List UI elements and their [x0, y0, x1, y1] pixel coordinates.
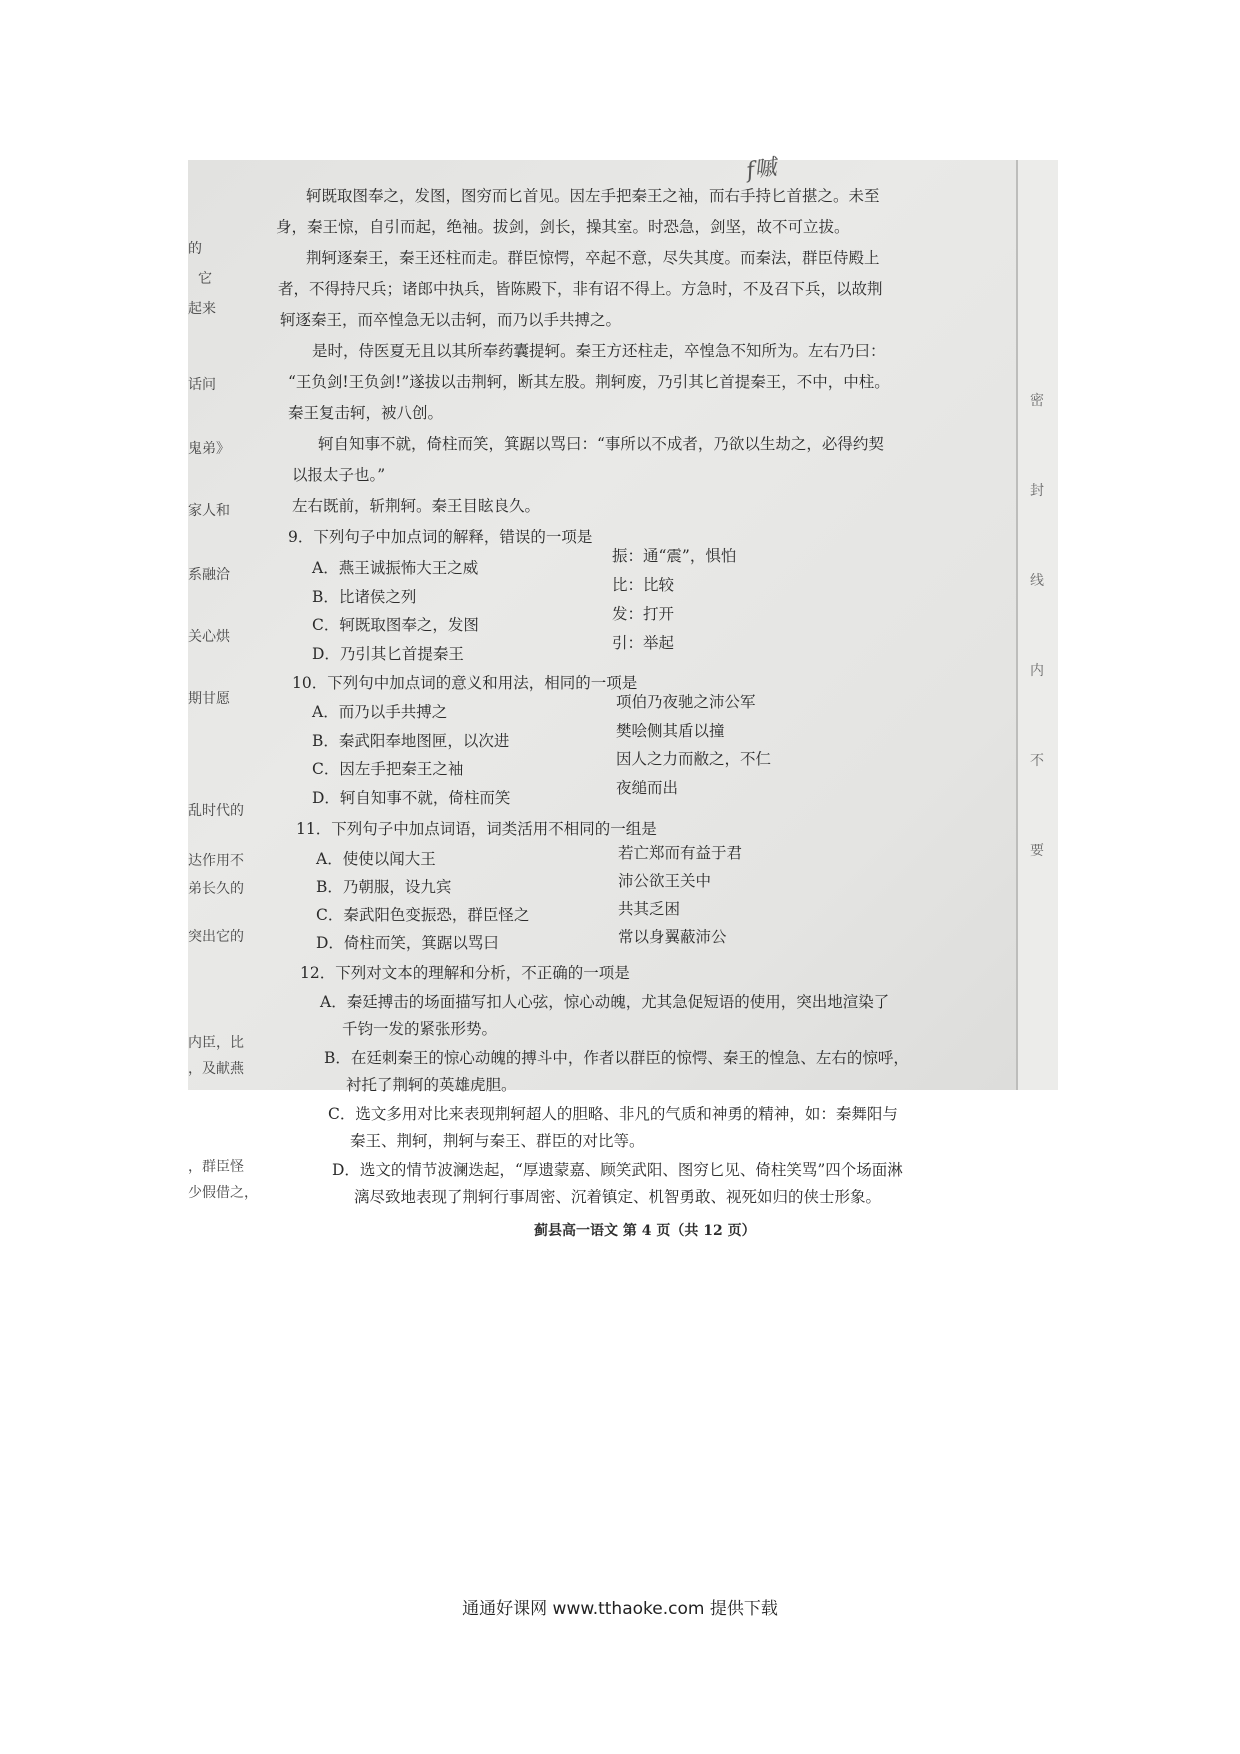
question-12-option-a-line2: 千钧一发的紧张形势。: [342, 1020, 498, 1038]
question-9-option-a: A．燕王诚振怖大王之威: [312, 559, 479, 577]
question-12-stem: 12．下列对文本的理解和分析，不正确的一项是: [300, 964, 630, 982]
question-12-option-d-line2: 漓尽致地表现了荆轲行事周密、沉着镇定、机智勇敢、视死如归的侠士形象。: [354, 1188, 882, 1206]
question-12-option-b-line1: B．在廷刺秦王的惊心动魄的搏斗中，作者以群臣的惊愕、秦王的惶急、左右的惊呼，: [324, 1049, 909, 1067]
question-11-option-c: C．秦武阳色变振恐，群臣怪之: [316, 906, 530, 924]
question-11-option-b: B．乃朝服，设九宾: [316, 878, 452, 896]
seal-char: 要: [1030, 843, 1044, 859]
margin-fragment: 的: [188, 241, 202, 257]
question-11-stem: 11．下列句子中加点词语，词类活用不相同的一组是: [296, 820, 657, 838]
passage-line: 左右既前，斩荆轲。秦王目眩良久。: [292, 497, 541, 515]
question-10-option-b: B．秦武阳奉地图匣，以次进: [312, 732, 510, 750]
download-site-footer: 通通好课网 www.tthaoke.com 提供下载: [462, 1599, 778, 1619]
question-12-option-c-line1: C．选文多用对比来表现荆轲超人的胆略、非凡的气质和神勇的精神，如：秦舞阳与: [328, 1105, 898, 1123]
passage-line: 身，秦王惊，自引而起，绝袖。拔剑，剑长，操其室。时恐急，剑坚，故不可立拔。: [276, 218, 850, 236]
question-9-gloss-a: 振：通“震”，惧怕: [612, 547, 737, 565]
question-10-option-c: C．因左手把秦王之袖: [312, 760, 464, 778]
passage-line: 是时，侍医夏无且以其所奉药囊提轲。秦王方还柱走，卒惶急不知所为。左右乃曰：: [312, 342, 886, 360]
margin-fragment: ，群臣怪: [188, 1159, 244, 1175]
question-11-option-d: D．倚柱而笑，箕踞以骂曰: [316, 934, 499, 952]
passage-line: 秦王复击轲，被八创。: [288, 404, 444, 422]
passage-line: “王负剑!王负剑!”遂拔以击荆轲，断其左股。荆轲废，乃引其匕首提秦王，不中，中柱。: [288, 373, 890, 391]
left-page-margin-fragments: [188, 160, 258, 1201]
margin-fragment: 达作用不: [188, 853, 244, 869]
passage-line: 轲自知事不就，倚柱而笑，箕踞以骂曰：“事所以不成者，乃欲以生劫之，必得约契: [318, 435, 884, 453]
question-9-gloss-b: 比：比较: [612, 576, 675, 594]
margin-fragment: 家人和: [188, 503, 230, 519]
margin-fragment: 内臣，比: [188, 1035, 244, 1051]
passage-line: 以报太子也。”: [292, 466, 386, 484]
seal-char: 密: [1030, 393, 1044, 409]
seal-char: 不: [1030, 753, 1044, 769]
question-10-option-a: A．而乃以手共搏之: [312, 703, 448, 721]
passage-line: 荆轲逐秦王，秦王还柱而走。群臣惊愕，卒起不意，尽失其度。而秦法，群臣侍殿上: [306, 249, 880, 267]
margin-fragment: 少假借之，: [188, 1185, 258, 1201]
question-11-gloss-a: 若亡郑而有益于君: [618, 844, 743, 862]
question-12-option-b-line2: 衬托了荆轲的英雄虎胆。: [346, 1076, 517, 1094]
question-11-gloss-d: 常以身翼蔽沛公: [618, 928, 727, 946]
margin-fragment: 弟长久的: [188, 881, 244, 897]
passage-line: 轲既取图奉之，发图，图穷而匕首见。因左手把秦王之袖，而右手持匕首揕之。未至: [306, 187, 880, 205]
question-10-stem: 10．下列句中加点词的意义和用法，相同的一项是: [292, 674, 638, 692]
question-9-option-b: B．比诸侯之列: [312, 588, 417, 606]
margin-fragment: 突出它的: [188, 929, 244, 945]
margin-fragment: 鬼弟》: [188, 441, 230, 457]
question-12-option-d-line1: D．选文的情节波澜迭起，“厚遗蒙嘉、顾笑武阳、图穷匕见、倚柱笑骂”四个场面淋: [332, 1161, 903, 1179]
question-9-stem: 9．下列句子中加点词的解释，错误的一项是: [288, 528, 593, 546]
seal-char: 内: [1030, 663, 1044, 679]
margin-fragment: 起来: [188, 301, 216, 317]
passage-line: 者，不得持尺兵；诸郎中执兵，皆陈殿下，非有诏不得上。方急时，不及召下兵，以故荆: [278, 280, 883, 298]
question-10-gloss-d: 夜缒而出: [616, 779, 679, 797]
question-9-gloss-c: 发：打开: [612, 605, 675, 623]
margin-fragment: 它: [198, 271, 212, 287]
sealing-line-strip: [1016, 160, 1058, 1090]
question-9-option-d: D．乃引其匕首提秦王: [312, 645, 464, 663]
question-10-gloss-c: 因人之力而敝之，不仁: [616, 750, 772, 768]
question-11-gloss-c: 共其乏困: [618, 900, 681, 918]
margin-fragment: 系融洽: [188, 567, 230, 583]
seal-char: 封: [1030, 483, 1044, 499]
question-9-gloss-d: 引：举起: [612, 634, 675, 652]
handwritten-mark: f嘁: [744, 155, 779, 184]
exam-page-footer: 蓟县高一语文 第 4 页（共 12 页）: [534, 1223, 756, 1239]
question-12-option-c-line2: 秦王、荆轲，荆轲与秦王、群臣的对比等。: [350, 1132, 645, 1150]
margin-fragment: 乱时代的: [188, 803, 244, 819]
seal-char: 线: [1030, 573, 1044, 589]
question-12-option-a-line1: A．秦廷搏击的场面描写扣人心弦，惊心动魄，尤其急促短语的使用，突出地渲染了: [320, 993, 890, 1011]
margin-fragment: 话问: [188, 377, 216, 393]
question-9-option-c: C．轲既取图奉之，发图: [312, 616, 479, 634]
question-10-gloss-a: 项伯乃夜驰之沛公军: [616, 693, 756, 711]
passage-line: 轲逐秦王，而卒惶急无以击轲，而乃以手共搏之。: [280, 311, 622, 329]
margin-fragment: ，及献燕: [188, 1061, 244, 1077]
question-11-option-a: A．使使以闻大王: [316, 850, 436, 868]
margin-fragment: 关心烘: [188, 629, 230, 645]
question-10-option-d: D．轲自知事不就，倚柱而笑: [312, 789, 511, 807]
scanned-exam-photo: [188, 155, 1058, 1239]
question-11-gloss-b: 沛公欲王关中: [618, 872, 712, 890]
margin-fragment: 期甘愿: [188, 691, 230, 707]
question-10-gloss-b: 樊哙侧其盾以撞: [616, 722, 725, 740]
